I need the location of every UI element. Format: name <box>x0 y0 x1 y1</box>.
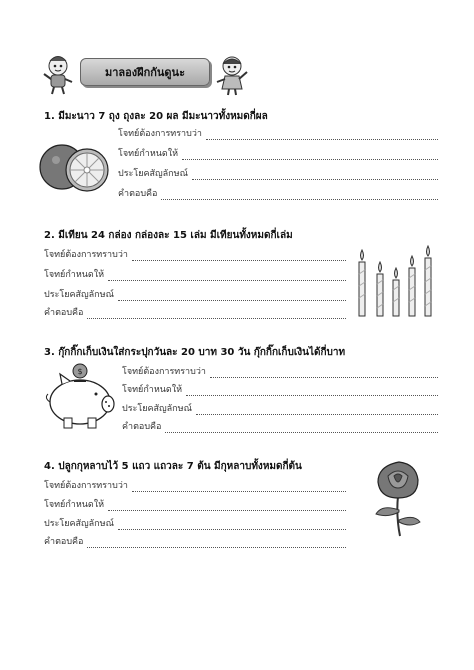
q2-given-field[interactable]: โจทย์กำหนดให้ <box>44 267 346 281</box>
boy-mascot-icon <box>40 52 76 96</box>
q4-given-field[interactable]: โจทย์กำหนดให้ <box>44 497 346 511</box>
girl-mascot-icon <box>214 52 250 96</box>
question-3: 3. กุ๊กกิ๊กเก็บเงินใส่กระปุกวันละ 20 บาท 30 วัน กุ๊กกิ๊กเก็บเงินได้กี่บาท <box>44 347 346 358</box>
q1-answer-field[interactable] <box>118 186 438 200</box>
sentence-label: ประโยคสัญลักษณ์ <box>118 169 188 179</box>
question-2: 2. มีเทียน 24 กล่อง กล่องละ 15 เล่ม มีเทียนทั้งหมดกี่เล่ม <box>44 230 293 241</box>
q1-given-field[interactable] <box>118 146 438 160</box>
q3-want-field[interactable]: โจทย์ต้องการทราบว่า <box>122 364 438 378</box>
lime-icon <box>38 136 112 198</box>
want-label: โจทย์ต้องการทราบว่า <box>118 129 202 139</box>
piggy-bank-icon <box>40 362 118 430</box>
q1-sentence-field[interactable] <box>118 166 438 180</box>
page-title: มาลองฝึกกันดูนะ <box>80 58 210 86</box>
answer-label: คำตอบคือ <box>118 189 158 199</box>
candles-icon <box>354 244 436 320</box>
header-banner <box>40 52 250 96</box>
q2-answer-field[interactable]: คำตอบคือ <box>44 305 346 319</box>
q2-want-field[interactable]: โจทย์ต้องการทราบว่า <box>44 247 346 261</box>
q4-answer-field[interactable]: คำตอบคือ <box>44 534 346 548</box>
q3-answer-field[interactable]: คำตอบคือ <box>122 419 438 433</box>
q4-want-field[interactable]: โจทย์ต้องการทราบว่า <box>44 478 346 492</box>
question-1: 1. มีมะนาว 7 ถุง ถุงละ 20 ผล มีมะนาวทั้งหมดกี่ผล <box>44 111 268 122</box>
q2-sentence-field[interactable]: ประโยคสัญลักษณ์ <box>44 287 346 301</box>
svg-text:$: $ <box>77 367 83 376</box>
q4-sentence-field[interactable]: ประโยคสัญลักษณ์ <box>44 516 346 530</box>
q1-want-field[interactable] <box>118 126 438 140</box>
given-label: โจทย์กำหนดให้ <box>118 149 179 159</box>
q3-sentence-field[interactable]: ประโยคสัญลักษณ์ <box>122 401 438 415</box>
q3-given-field[interactable]: โจทย์กำหนดให้ <box>122 382 438 396</box>
question-4: 4. ปลูกกุหลาบไว้ 5 แถว แถวละ 7 ต้น มีกุหลาบทั้งหมดกี่ต้น <box>44 461 302 472</box>
rose-icon <box>366 458 426 538</box>
